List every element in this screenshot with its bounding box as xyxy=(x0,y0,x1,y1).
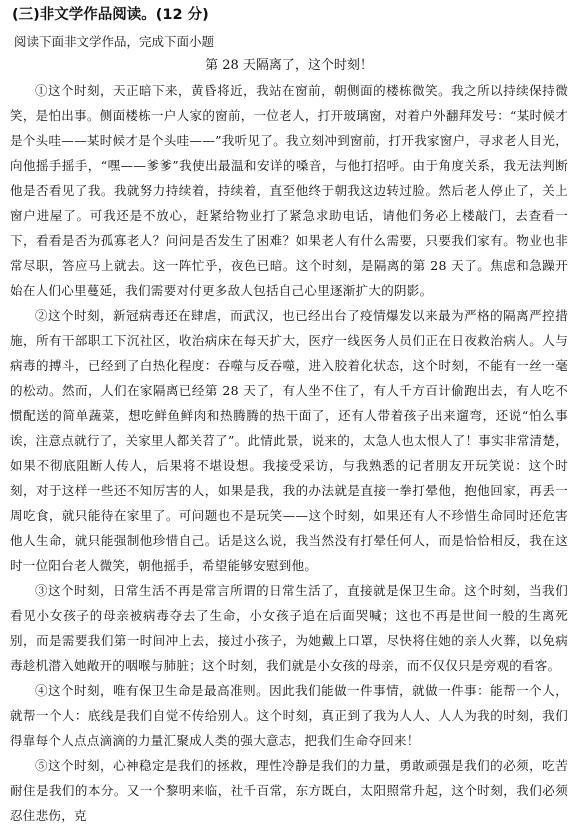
paragraph-5: ⑤这个时刻，心神稳定是我们的拯救，理性冷静是我们的力量，勇敢顽强是我们的必须，吃苦耐住是我们的本分。又一个黎明来临，社千百常，东方既白，太阳照常升起，这个时刻，我们必须忍住悲伤，克 xyxy=(10,758,568,823)
instruction-text: 阅读下面非文学作品，完成下面小题 xyxy=(14,34,215,49)
paragraph-2: ②这个时刻，新冠病毒还在肆虐，而武汉，也已经出台了疫情爆发以来最为严格的隔离严控措施，所有干部职工下沉社区，收治病床在每天扩大，医疗一线医务人员们正在日夜救治病人。人与病毒的搏斗，已经到了白热化程度：吞噬与反吞噬，进入胶着化状态，这个时刻，不能有一丝一毫的松动。然而，人们在家隔离已经第 28 天了，有人坐不住了，有人千方百计偷跑出去，有人吃不惯配送的简单蔬菜，想吃鲜鱼鲜肉和热腾腾的热干面了，还有人带着孩子出来遛弯，还说“怕么事诶，注意点就行了，关家里人都关苕了”。此情此景，说来的，太急人也太恨人了！事实非常清楚，如果不彻底阻断人传人，后果将不堪设想。我接受采访，与我熟悉的记者朋友开玩笑说：这个时刻，对于这样一些还不知厉害的人，如果是我，我的办法就是直接一拳打晕他，抱他回家，再丢一周吃食，就只能待在家里了。可问题也不是玩笑——这个时刻，如果还有人不珍惜生命同时还危害他人生命，就只能强制他珍惜自己。话是这么说，我当然没有打晕任何人，而是恰恰相反，我在这时一位阳台老人微笑，朝他摇手，希望能够安慰到他。 xyxy=(10,308,568,573)
article-title: 第 28 天隔离了，这个时刻！ xyxy=(205,58,373,73)
paragraph-3: ③这个时刻，日常生活不再是常言所谓的日常生活了，直接就是保卫生命。这个时刻，当我们看见小女孩子的母亲被病毒夺去了生命，小女孩子追在后面哭喊；这也不再是世间一般的生离死别，而是需要我们第一时间冲上去，接过小孩子，为她戴上口罩，尽快将住她的亲人火葬，以免病毒趁机潜入她敞开的咽喉与肺脏；这个时刻，我们就是小女孩的母亲，而不仅仅只是旁观的看客。 xyxy=(10,583,568,673)
paragraph-1: ①这个时刻，天正暗下来，黄昏将近，我站在窗前，朝侧面的楼栋微笑。我之所以持续保持微笑，是怕出事。侧面楼栋一户人家的窗前，一位老人，打开玻璃窗，对着户外翻拜发号：“某时候才是个头哇——某时候才是个头哇——”我听见了。我立刻冲到窗前，打开我家窗户，寻求老人目光，向他摇手摇手，“嘿——爹爹”我使出最温和安详的嗓音，与他打招呼。由于角度关系，我无法判断他是否看见了我。我就努力持续着，持续着，直至他终于朝我这边转过脸。然后老人停止了，关上窗户进屋了。可我还是不放心，赶紧给物业打了紧急求助电话，请他们务必上楼敲门，去查看一下，看看是否为孤寡老人？问问是否发生了困难？如果老人有什么需要，只要我们家有。物业也非常尽职，答应马上就去。这一阵忙乎，夜色已暗。这个时刻，是隔离的第 28 天了。焦虑和急躁开始在人们心里蔓延，我们需要对付更多敌人包括自己心里逐渐扩大的阴影。 xyxy=(10,83,568,298)
paragraph-4: ④这个时刻，唯有保卫生命是最高准则。因此我们能做一件事情，就做一件事：能帮一个人，就帮一个人：底线是我们自觉不传给别人。这个时刻，真正到了我为人人、人人为我的时刻，我们得靠每个人点点滴滴的力量汇聚成人类的强大意志，把我们生命夺回来！ xyxy=(10,683,568,748)
section-title: (三)非文学作品阅读。(12 分) xyxy=(12,7,209,23)
